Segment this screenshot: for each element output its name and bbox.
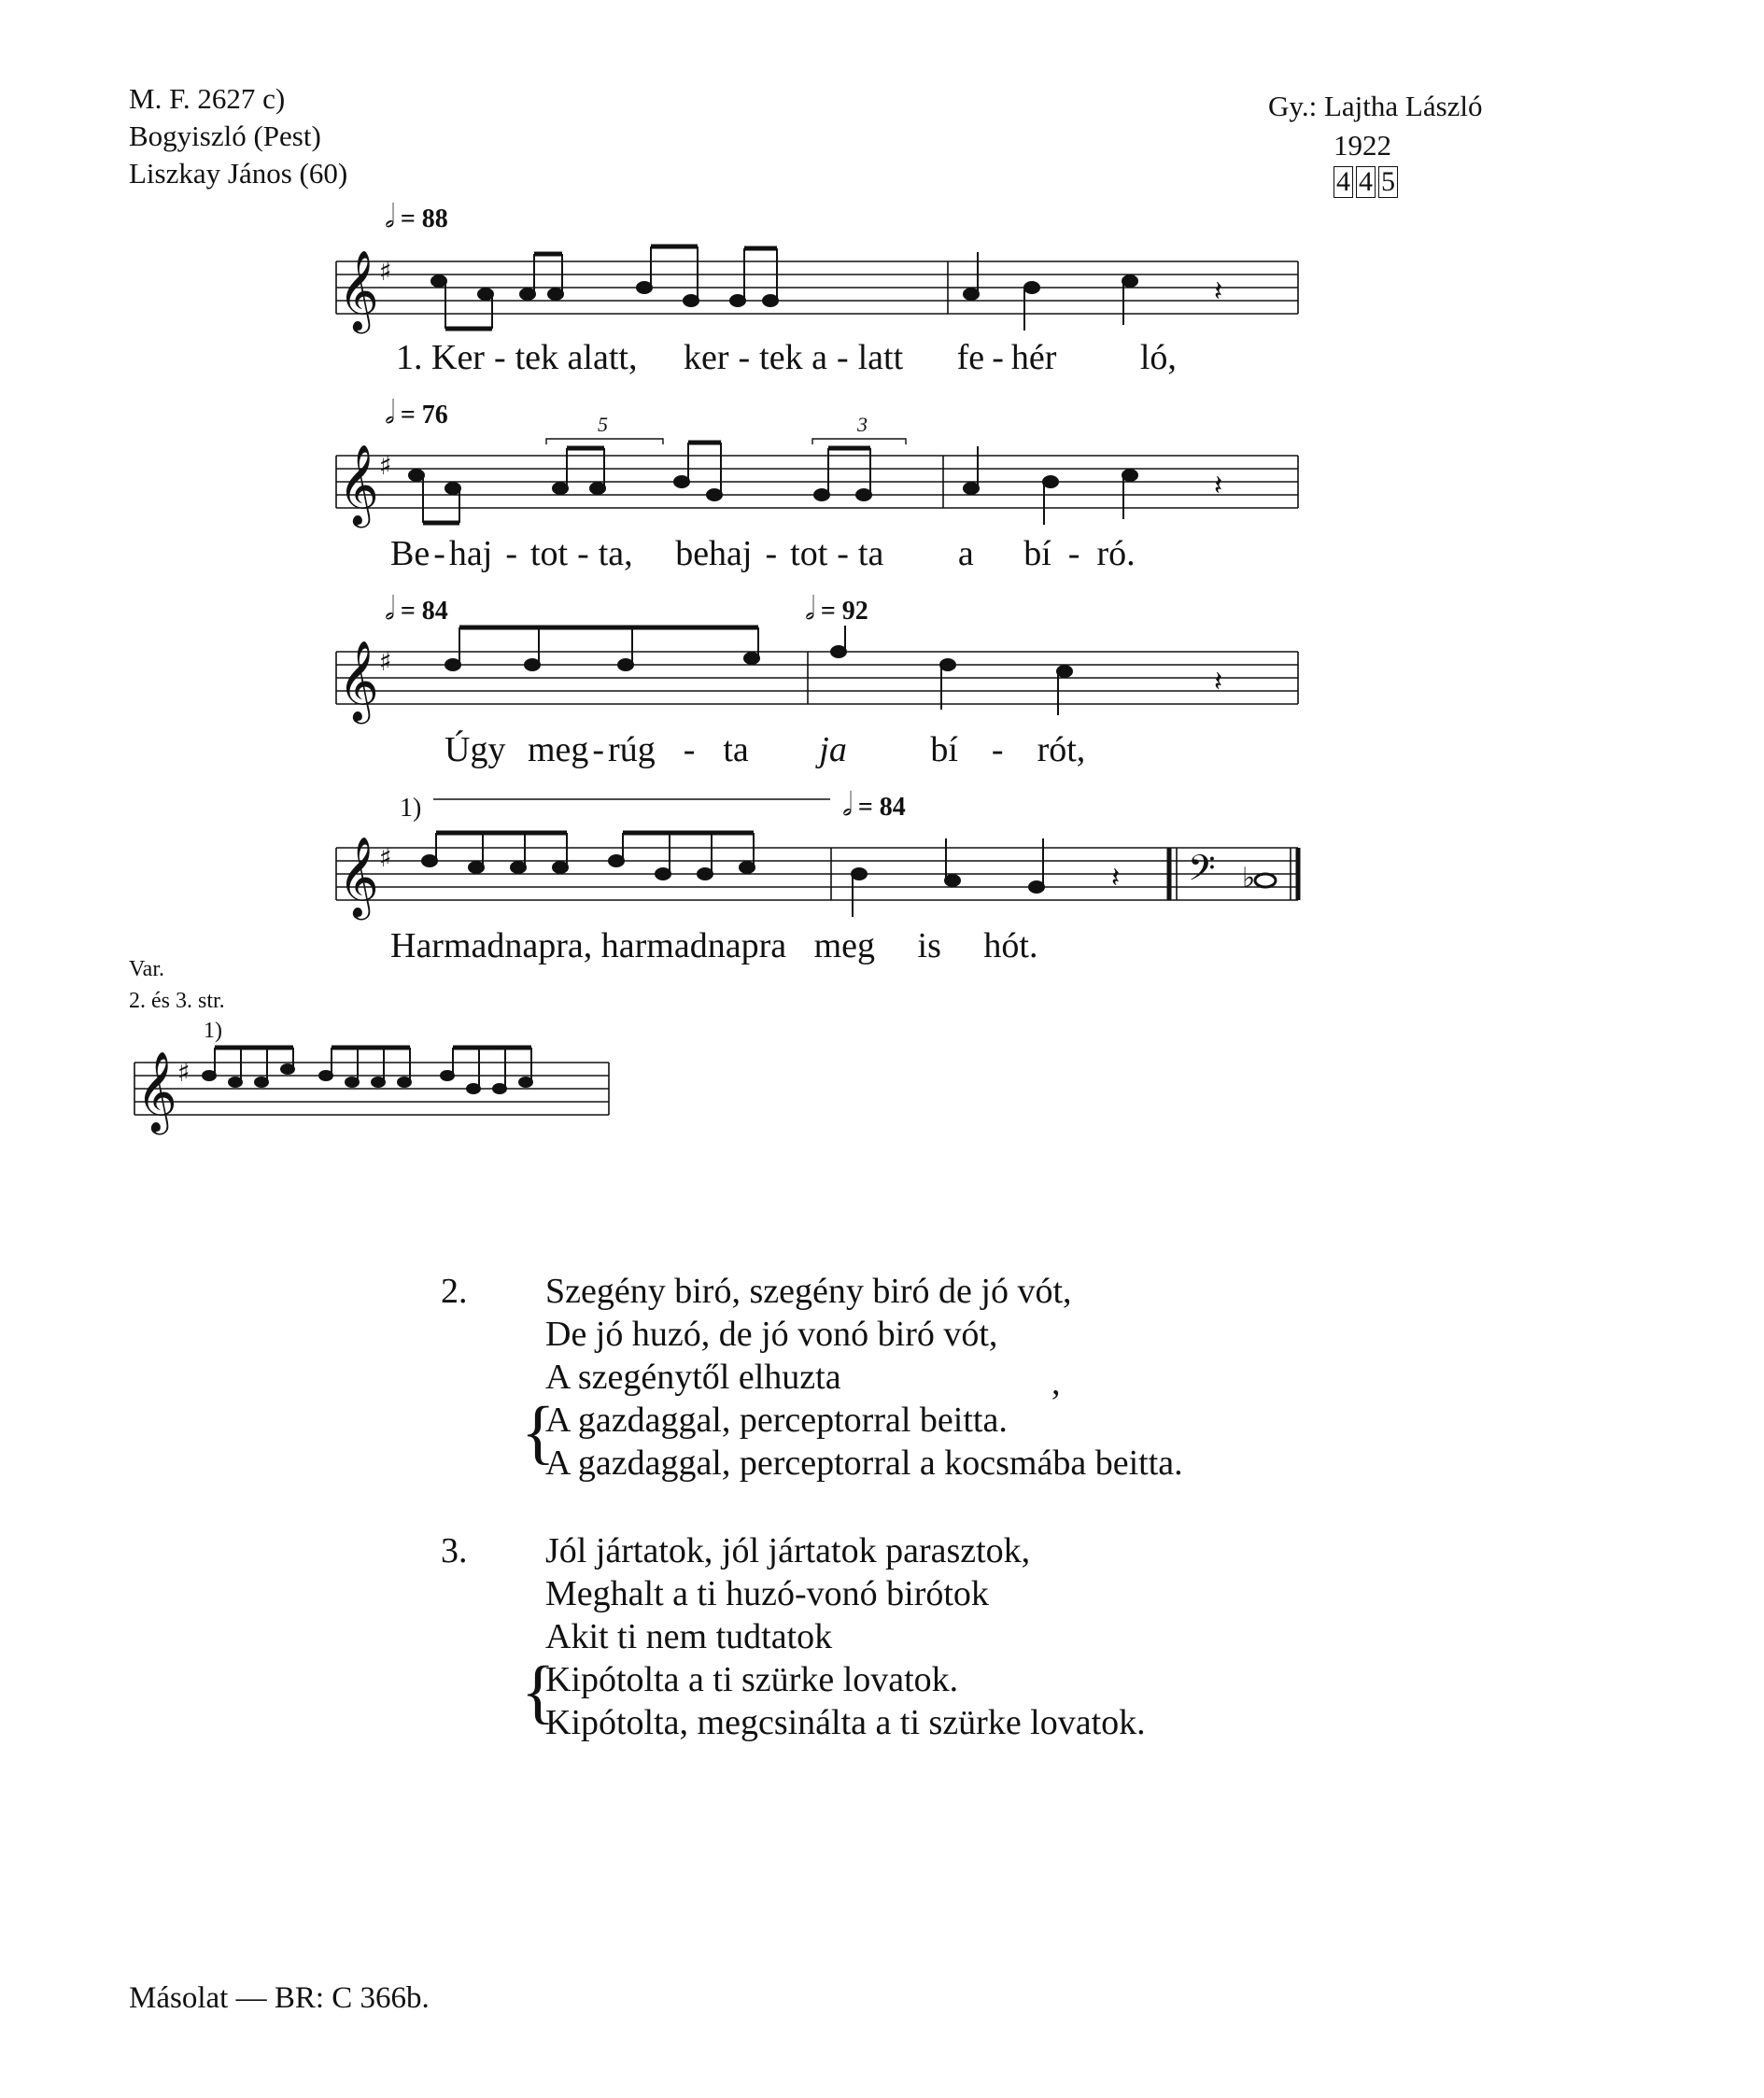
staff-4-lyrics: Harmadnapra, harmadnapra meg is hót.	[390, 926, 1038, 965]
tune-number-3: 5	[1378, 166, 1398, 198]
footnote-span-line	[433, 797, 835, 803]
source-reference: Másolat — BR: C 366b.	[129, 1981, 430, 2015]
catalog-id: M. F. 2627 c)	[129, 82, 286, 115]
recording-place: Bogyiszló (Pest)	[129, 120, 321, 152]
singer-name: Liszkay János (60)	[129, 157, 348, 190]
verse-2-comma: ,	[1051, 1363, 1061, 1402]
half-note-icon: 𝅗𝅥	[385, 200, 395, 234]
verse-2-line-1: Szegény biró, szegény biró de jó vót,	[545, 1272, 1072, 1311]
verse-3-line-2: Meghalt a ti huzó-vonó birótok	[545, 1574, 989, 1613]
tempo-mark-2: 𝅗𝅥 = 76	[385, 396, 448, 430]
verse-3-line-5: Kipótolta, megcsinálta a ti szürke lovatok.	[545, 1703, 1146, 1742]
treble-clef-icon: 𝄞	[338, 250, 379, 331]
half-note-icon: 𝅗𝅥	[842, 788, 853, 823]
verse-3-line-3: Akit ti nem tudtatok	[545, 1617, 833, 1656]
triplet-mark: 3	[857, 413, 868, 436]
tune-number-1: 4	[1334, 166, 1353, 198]
tune-number-2: 4	[1356, 166, 1376, 198]
verse-2-line-4: A gazdaggal, perceptorral beitta.	[545, 1401, 1008, 1440]
verse-2-brace: {	[521, 1393, 556, 1471]
verse-3-brace: {	[521, 1653, 556, 1731]
quarter-rest-icon: 𝄽	[1214, 275, 1223, 308]
half-note-icon: 𝅗𝅥	[385, 592, 395, 627]
verse-2-line-3: A szegénytől elhuzta	[545, 1358, 841, 1397]
treble-clef-icon: 𝄞	[338, 641, 379, 721]
quintuplet-mark: 5	[598, 413, 608, 436]
final-note-icon	[1255, 874, 1276, 887]
variant-strophes: 2. és 3. str.	[129, 989, 225, 1013]
staff-1-lyrics: 1. Ker - tek alatt, ker - tek a - latt fe - hér ló,	[396, 338, 1177, 377]
sharp-icon: ♯	[379, 256, 392, 287]
treble-clef-icon: 𝄞	[338, 444, 379, 525]
flat-icon: ♭	[1242, 862, 1256, 894]
verse-3-number: 3.	[441, 1531, 468, 1570]
tempo-mark-1: 𝅗𝅥 = 88	[385, 200, 448, 234]
verse-3-line-1: Jól jártatok, jól jártatok parasztok,	[545, 1531, 1031, 1570]
sharp-icon: ♯	[177, 1057, 191, 1088]
staff-2-lyrics: Be - haj - tot - ta, behaj - tot - ta a bí - ró.	[390, 534, 1136, 573]
footnote-marker: 1)	[400, 794, 422, 823]
sharp-icon: ♯	[379, 450, 392, 481]
tune-number-boxes	[1334, 166, 1401, 198]
tempo-mark-4: 𝅗𝅥 = 84	[842, 788, 906, 823]
sharp-icon: ♯	[379, 646, 392, 677]
verse-2-line-2: De jó huzó, de jó vonó biró vót,	[545, 1315, 998, 1354]
treble-clef-icon: 𝄞	[338, 837, 379, 917]
staff-3-lyrics: Úgy meg - rúg - ta ja bí - rót,	[445, 730, 1086, 769]
verse-2-line-5: A gazdaggal, perceptorral a kocsmába beitta.	[545, 1443, 1183, 1483]
collector-name: Gy.: Lajtha László	[1268, 90, 1483, 122]
variant-label: Var.	[129, 957, 164, 981]
tempo-mark-3: 𝅗𝅥 = 84	[385, 592, 448, 627]
verse-3-line-4: Kipótolta a ti szürke lovatok.	[545, 1660, 959, 1699]
quarter-rest-icon: 𝄽	[1111, 862, 1121, 894]
quarter-rest-icon: 𝄽	[1214, 666, 1223, 698]
quarter-rest-icon: 𝄽	[1214, 470, 1223, 502]
verse-2-number: 2.	[441, 1272, 468, 1311]
treble-clef-icon: 𝄞	[136, 1051, 177, 1132]
sharp-icon: ♯	[379, 842, 392, 873]
variant-marker: 1)	[204, 1019, 222, 1043]
bass-clef-icon: 𝄢	[1188, 847, 1216, 897]
variant-staff	[134, 1053, 620, 1147]
half-note-icon: 𝅗𝅥	[805, 592, 815, 627]
collection-year: 1922	[1334, 129, 1391, 162]
half-note-icon: 𝅗𝅥	[385, 396, 395, 430]
tempo-mark-3b: 𝅗𝅥 = 92	[805, 592, 868, 627]
